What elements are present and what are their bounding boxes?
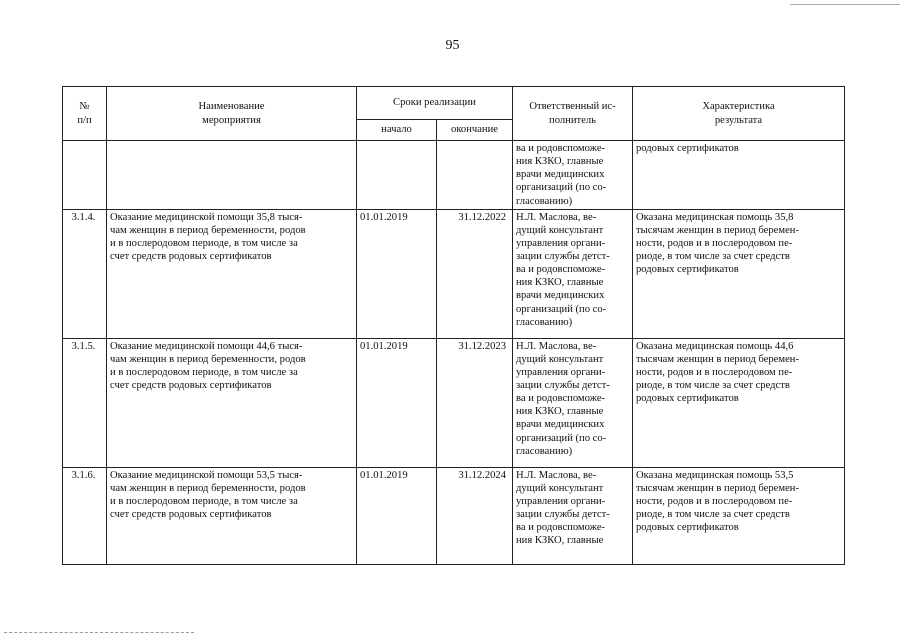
table-row	[63, 467, 845, 564]
table-row	[63, 209, 845, 338]
cell-end: 31.12.2023	[437, 338, 513, 467]
cell-end: 31.12.2022	[437, 209, 513, 338]
table-row	[63, 338, 845, 467]
cell-start	[357, 141, 437, 210]
cell-result: Оказана медицинская помощь 44,6 тысячам женщин в период беремен- ности, родов и в послеродовом пе- риоде, в том числе за счет средств родовых сертификатов	[633, 338, 845, 467]
cell-result: Оказана медицинская помощь 35,8 тысячам женщин в период беремен- ности, родов и в послеродовом пе- риоде, в том числе за счет средств родовых сертификатов	[633, 209, 845, 338]
cell-number: 3.1.5.	[63, 338, 107, 467]
cell-result: Оказана медицинская помощь 53,5 тысячам женщин в период беремен- ности, родов и в послеродовом пе- риоде, в том числе за счет средств родовых сертификатов	[633, 467, 845, 564]
cell-name	[107, 141, 357, 210]
page-number: 95	[445, 38, 460, 53]
cell-start: 01.01.2019	[357, 338, 437, 467]
activities-table	[62, 86, 845, 565]
header-start: начало	[357, 120, 437, 141]
header-responsible: Ответственный ис- полнитель	[513, 87, 633, 141]
table-row-continuation	[63, 141, 845, 210]
cell-responsible: Н.Л. Маслова, ве- дущий консультант управления органи- зации службы детст- ва и родовспоможе- ния КЗКО, главные	[513, 467, 633, 564]
bottom-edge-rule	[4, 632, 194, 633]
header-end: окончание	[437, 120, 513, 141]
cell-end	[437, 141, 513, 210]
header-result: Характеристика результата	[633, 87, 845, 141]
cell-name: Оказание медицинской помощи 53,5 тыся- чам женщин в период беременности, родов и в послеродовом периоде, в том числе за счет средств родовых сертификатов	[107, 467, 357, 564]
cell-number: 3.1.6.	[63, 467, 107, 564]
cell-responsible: ва и родовспоможе- ния КЗКО, главные врачи медицинских организаций (по со- гласованию)	[513, 141, 633, 210]
cell-number: 3.1.4.	[63, 209, 107, 338]
header-implementation-period: Сроки реализации	[357, 87, 513, 120]
header-number: № п/п	[63, 87, 107, 141]
cell-name: Оказание медицинской помощи 35,8 тыся- чам женщин в период беременности, родов и в послеродовом периоде, в том числе за счет средств родовых сертификатов	[107, 209, 357, 338]
cell-start: 01.01.2019	[357, 209, 437, 338]
top-edge-rule	[790, 4, 900, 5]
cell-start: 01.01.2019	[357, 467, 437, 564]
cell-result: родовых сертификатов	[633, 141, 845, 210]
cell-responsible: Н.Л. Маслова, ве- дущий консультант управления органи- зации службы детст- ва и родовспоможе- ния КЗКО, главные врачи медицинских организаций (по со- гласованию)	[513, 338, 633, 467]
cell-number	[63, 141, 107, 210]
cell-name: Оказание медицинской помощи 44,6 тыся- чам женщин в период беременности, родов и в послеродовом периоде, в том числе за счет средств родовых сертификатов	[107, 338, 357, 467]
cell-end: 31.12.2024	[437, 467, 513, 564]
cell-responsible: Н.Л. Маслова, ве- дущий консультант управления органи- зации службы детст- ва и родовспоможе- ния КЗКО, главные врачи медицинских организаций (по со- гласованию)	[513, 209, 633, 338]
header-activity-name: Наименование мероприятия	[107, 87, 357, 141]
